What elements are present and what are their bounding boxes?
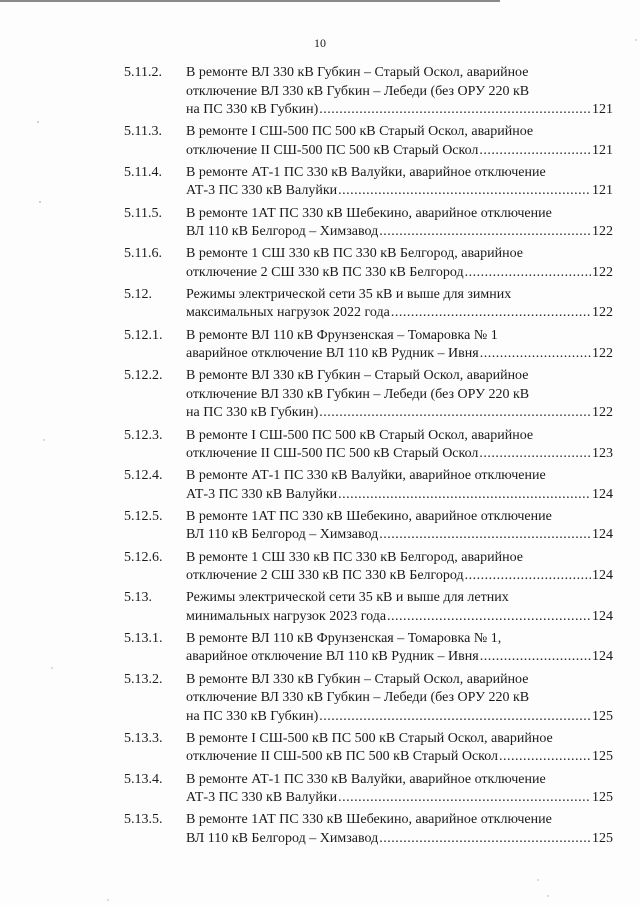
toc-entry-line: [186, 608, 613, 627]
toc-entry-title: [186, 245, 613, 282]
dot-leader: [498, 748, 591, 767]
toc-entry-line: [186, 245, 613, 264]
toc-entry: [0, 508, 640, 545]
toc-entry-text: аварийное отключение ВЛ 110 кВ Рудник – Ивня: [186, 649, 479, 665]
toc-entry-line: [186, 467, 613, 486]
toc-entry-text: В ремонте ВЛ 330 кВ Губкин – Старый Оскол, аварийное: [186, 671, 529, 687]
dot-leader: [378, 830, 591, 849]
toc-entry-line: [186, 327, 613, 346]
toc-entry-number: 5.13.2.: [124, 671, 163, 687]
toc-entry-page: 122: [592, 224, 613, 240]
toc-entry-line: [186, 771, 613, 790]
toc-entry-line: [186, 671, 613, 690]
toc-entry: [0, 367, 640, 423]
toc-entry-line: [186, 367, 613, 386]
toc-entry-text: отключение II СШ-500 ПС 500 кВ Старый Оскол: [186, 446, 479, 461]
toc-entry-text: В ремонте I СШ-500 кВ ПС 500 кВ Старый Оскол, аварийное: [186, 730, 553, 746]
dot-leader: [337, 182, 591, 201]
dot-leader: [478, 445, 591, 464]
toc-entry: [0, 245, 640, 282]
toc-entry-number: 5.11.5.: [124, 205, 162, 221]
dot-leader: [478, 142, 591, 161]
dot-leader: [479, 345, 591, 364]
toc-entry-text: отключение ВЛ 330 кВ Губкин – Лебеди (без ОРУ 220 кВ: [186, 690, 530, 706]
toc-entry: [0, 467, 640, 504]
dot-leader: [479, 648, 591, 667]
toc-entry-page: 121: [592, 142, 613, 158]
toc-entry-page: 121: [592, 102, 613, 117]
toc-entry-text: аварийное отключение ВЛ 110 кВ Рудник – Ивня: [186, 346, 479, 362]
toc-entry-line: [186, 708, 613, 727]
table-of-contents: [0, 64, 640, 852]
toc-entry-title: [186, 549, 613, 586]
toc-entry: [0, 164, 640, 201]
toc-entry-line: [186, 830, 613, 849]
toc-entry-line: [186, 64, 613, 83]
toc-entry-page: 125: [592, 749, 613, 765]
scan-speck: [107, 899, 108, 900]
toc-entry-line: [186, 205, 613, 224]
toc-entry-text: В ремонте АТ-1 ПС 330 кВ Валуйки, аварийное отключение: [186, 164, 546, 180]
toc-entry-number: 5.11.4.: [124, 164, 162, 180]
toc-entry-title: [186, 771, 613, 808]
toc-entry-text: В ремонте ВЛ 110 кВ Фрунзенская – Томаровка № 1,: [186, 630, 502, 646]
toc-entry-title: [186, 730, 613, 767]
toc-entry: [0, 286, 640, 323]
toc-entry-page: 124: [592, 568, 613, 584]
toc-entry-number: 5.11.6.: [124, 246, 162, 262]
toc-entry-line: [186, 345, 613, 364]
toc-entry-line: [186, 404, 613, 423]
toc-entry-title: [186, 508, 613, 545]
toc-entry-line: [186, 486, 613, 505]
toc-entry-title: [186, 286, 613, 323]
toc-entry: [0, 811, 640, 848]
toc-entry-line: [186, 445, 613, 464]
toc-entry-text: АТ-3 ПС 330 кВ Валуйки: [186, 486, 338, 502]
toc-entry-text: минимальных нагрузок 2023 года: [186, 608, 387, 624]
toc-entry-number: 5.12.2.: [124, 368, 163, 384]
toc-entry-text: ВЛ 110 кВ Белгород – Химзавод: [186, 527, 379, 543]
toc-entry-title: [186, 427, 613, 464]
toc-entry-page: 124: [592, 608, 613, 624]
scan-speck: [537, 879, 538, 880]
toc-entry-number: 5.11.2.: [124, 65, 162, 80]
toc-entry-line: [186, 748, 613, 767]
toc-entry: [0, 123, 640, 160]
toc-entry-text: отключение II СШ-500 ПС 500 кВ Старый Оскол: [186, 142, 479, 158]
toc-entry-text: В ремонте 1 СШ 330 кВ ПС 330 кВ Белгород, аварийное: [186, 549, 523, 565]
toc-entry-title: [186, 630, 613, 667]
toc-entry-page: 124: [592, 527, 613, 543]
dot-leader: [464, 264, 591, 283]
dot-leader: [318, 404, 591, 423]
dot-leader: [378, 223, 591, 242]
toc-entry-title: [186, 671, 613, 727]
toc-entry-title: [186, 64, 613, 120]
toc-entry-number: 5.12.6.: [124, 549, 163, 565]
toc-entry-page: 124: [592, 486, 613, 502]
toc-entry-title: [186, 589, 613, 626]
toc-entry-number: 5.13.3.: [124, 730, 163, 746]
toc-entry: [0, 671, 640, 727]
toc-entry-line: [186, 730, 613, 749]
toc-entry-line: [186, 549, 613, 568]
toc-entry-line: [186, 589, 613, 608]
toc-entry: [0, 205, 640, 242]
toc-entry-number: 5.13.5.: [124, 812, 163, 828]
toc-entry-number: 5.13.1.: [124, 630, 163, 646]
dot-leader: [337, 789, 591, 808]
toc-entry-text: Режимы электрической сети 35 кВ и выше для зимних: [186, 286, 512, 302]
toc-entry-text: Режимы электрической сети 35 кВ и выше для летних: [186, 590, 509, 606]
toc-entry-text: на ПС 330 кВ Губкин): [186, 102, 319, 117]
toc-entry-number: 5.12.: [124, 286, 152, 302]
toc-entry-text: отключение ВЛ 330 кВ Губкин – Лебеди (без ОРУ 220 кВ: [186, 386, 530, 402]
toc-entry-text: отключение ВЛ 330 кВ Губкин – Лебеди (без ОРУ 220 кВ: [186, 83, 530, 99]
toc-entry-page: 125: [592, 830, 613, 846]
toc-entry-line: [186, 789, 613, 808]
toc-entry-number: 5.13.: [124, 590, 152, 606]
toc-entry-page: 122: [592, 305, 613, 321]
dot-leader: [386, 608, 591, 627]
dot-leader: [337, 486, 591, 505]
toc-entry-text: В ремонте 1АТ ПС 330 кВ Шебекино, аварийное отключение: [186, 508, 552, 524]
toc-entry: [0, 589, 640, 626]
toc-entry-number: 5.12.5.: [124, 508, 163, 524]
toc-entry-line: [186, 164, 613, 183]
toc-entry-line: [186, 427, 613, 446]
toc-entry-page: 123: [592, 446, 613, 461]
toc-entry: [0, 327, 640, 364]
toc-entry-line: [186, 689, 613, 708]
toc-entry-page: 125: [592, 708, 613, 724]
toc-entry: [0, 730, 640, 767]
dot-leader: [464, 567, 591, 586]
toc-entry-text: В ремонте I СШ-500 ПС 500 кВ Старый Оскол, аварийное: [186, 427, 534, 443]
toc-entry-text: максимальных нагрузок 2022 года: [186, 305, 390, 321]
toc-entry-line: [186, 304, 613, 323]
toc-entry-title: [186, 205, 613, 242]
toc-entry-number: 5.12.1.: [124, 327, 163, 343]
top-border-line: [0, 0, 500, 2]
toc-entry-text: В ремонте 1АТ ПС 330 кВ Шебекино, аварийное отключение: [186, 812, 552, 828]
toc-entry-line: [186, 182, 613, 201]
toc-entry-line: [186, 142, 613, 161]
page-number: 10: [314, 36, 326, 50]
toc-entry-text: В ремонте ВЛ 330 кВ Губкин – Старый Оскол, аварийное: [186, 65, 529, 80]
toc-entry-line: [186, 264, 613, 283]
toc-entry-line: [186, 286, 613, 305]
toc-entry-text: В ремонте АТ-1 ПС 330 кВ Валуйки, аварийное отключение: [186, 771, 546, 787]
toc-entry: [0, 630, 640, 667]
toc-entry-line: [186, 526, 613, 545]
toc-entry-title: [186, 811, 613, 848]
dot-leader: [318, 101, 591, 120]
toc-entry-page: 122: [592, 264, 613, 280]
toc-entry-number: 5.13.4.: [124, 771, 163, 787]
scan-speck: [547, 895, 548, 896]
toc-entry-text: В ремонте 1 СШ 330 кВ ПС 330 кВ Белгород, аварийное: [186, 246, 523, 262]
toc-entry-title: [186, 367, 613, 423]
toc-entry-text: ВЛ 110 кВ Белгород – Химзавод: [186, 224, 379, 240]
dot-leader: [378, 526, 591, 545]
toc-entry-text: на ПС 330 кВ Губкин): [186, 405, 319, 421]
toc-entry-text: отключение 2 СШ 330 кВ ПС 330 кВ Белгород: [186, 264, 464, 280]
toc-entry-line: [186, 123, 613, 142]
toc-entry-number: 5.12.4.: [124, 468, 163, 484]
toc-entry-page: 121: [592, 183, 613, 199]
toc-entry: [0, 771, 640, 808]
toc-entry-line: [186, 223, 613, 242]
toc-entry-text: В ремонте 1АТ ПС 330 кВ Шебекино, аварийное отключение: [186, 205, 552, 221]
toc-entry-line: [186, 508, 613, 527]
toc-entry-number: 5.12.3.: [124, 427, 163, 443]
toc-entry-line: [186, 630, 613, 649]
toc-entry-text: АТ-3 ПС 330 кВ Валуйки: [186, 183, 338, 199]
toc-entry-text: В ремонте ВЛ 330 кВ Губкин – Старый Оскол, аварийное: [186, 368, 529, 384]
toc-entry-title: [186, 164, 613, 201]
toc-entry-text: на ПС 330 кВ Губкин): [186, 708, 319, 724]
toc-entry-line: [186, 386, 613, 405]
toc-entry: [0, 64, 640, 120]
toc-entry-text: отключение 2 СШ 330 кВ ПС 330 кВ Белгород: [186, 568, 464, 584]
toc-entry-text: В ремонте ВЛ 110 кВ Фрунзенская – Томаровка № 1: [186, 327, 498, 343]
toc-entry: [0, 427, 640, 464]
toc-entry-text: В ремонте АТ-1 ПС 330 кВ Валуйки, аварийное отключение: [186, 468, 546, 484]
toc-entry-line: [186, 83, 613, 102]
toc-entry-text: АТ-3 ПС 330 кВ Валуйки: [186, 790, 338, 805]
toc-entry-title: [186, 123, 613, 160]
toc-entry-page: 125: [592, 790, 613, 805]
toc-entry-text: В ремонте I СШ-500 ПС 500 кВ Старый Оскол, аварийное: [186, 124, 534, 140]
toc-entry-text: отключение II СШ-500 кВ ПС 500 кВ Старый Оскол: [186, 749, 499, 765]
toc-entry-line: [186, 567, 613, 586]
toc-entry-text: ВЛ 110 кВ Белгород – Химзавод: [186, 830, 379, 846]
toc-entry-page: 122: [592, 405, 613, 421]
toc-entry-page: 124: [592, 649, 613, 665]
toc-entry: [0, 549, 640, 586]
toc-entry-line: [186, 101, 613, 120]
dot-leader: [318, 708, 591, 727]
toc-entry-line: [186, 811, 613, 830]
toc-entry-title: [186, 327, 613, 364]
dot-leader: [390, 304, 591, 323]
toc-entry-line: [186, 648, 613, 667]
toc-entry-page: 122: [592, 346, 613, 362]
toc-entry-title: [186, 467, 613, 504]
toc-entry-number: 5.11.3.: [124, 124, 162, 140]
